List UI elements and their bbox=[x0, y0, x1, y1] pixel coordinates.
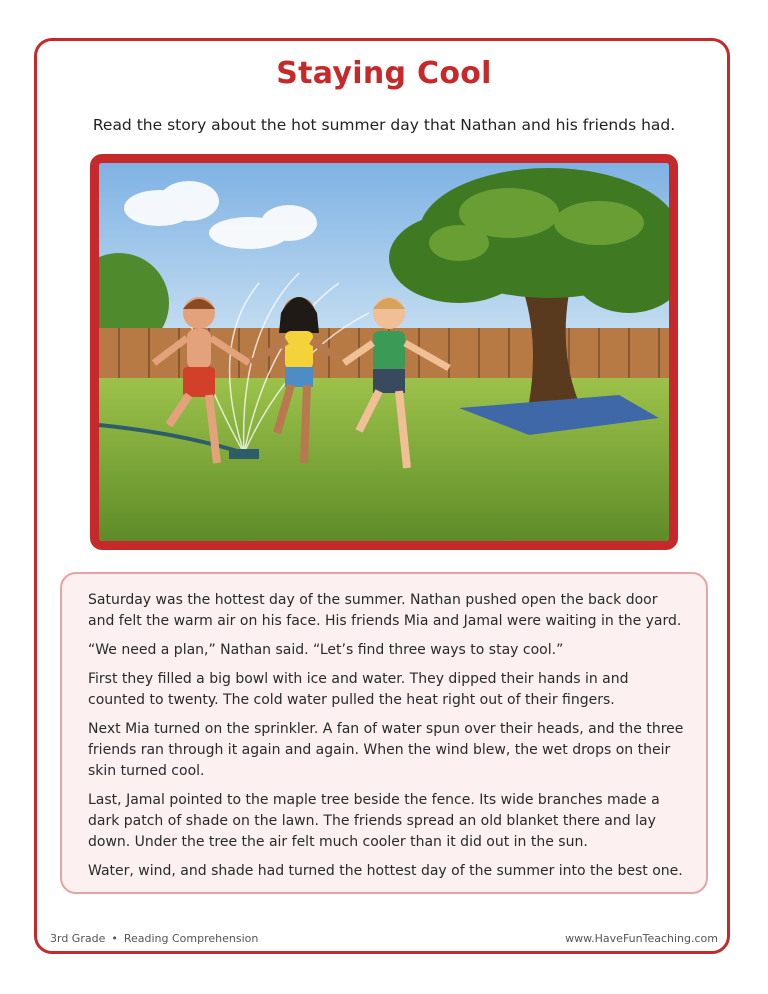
worksheet-instructions: Read the story about the hot summer day that Nathan and his friends had. bbox=[92, 116, 676, 134]
footer-subject: Reading Comprehension bbox=[123, 932, 259, 945]
story-paragraph: First they filled a big bowl with ice and water. They dipped their hands in and counted to twenty. The cold water pulled the heat right out of their fingers. bbox=[88, 671, 629, 708]
kids-playing-in-sprinkler-illustration bbox=[99, 163, 669, 541]
footer-grade-subject bbox=[50, 932, 258, 945]
story-text-box bbox=[60, 572, 708, 894]
story-paragraph: Last, Jamal pointed to the maple tree beside the fence. Its wide branches made a dark patch of shade on the lawn. The friends spread an old blanket there and lay down. Under the tree the air felt much cooler than it did out in the sun. bbox=[88, 792, 660, 850]
story-paragraph: Next Mia turned on the sprinkler. A fan of water spun over their heads, and the three friends ran through it again and again. When the wind blew, the wet drops on their skin turned cool. bbox=[88, 721, 684, 779]
story-paragraph: Saturday was the hottest day of the summer. Nathan pushed open the back door and felt the warm air on his face. His friends Mia and Jamal were waiting in the yard. bbox=[88, 592, 682, 629]
sprinkler bbox=[229, 449, 259, 459]
footer-separator: • bbox=[111, 932, 118, 945]
footer-grade: 3rd Grade bbox=[50, 932, 106, 945]
story-illustration bbox=[90, 154, 678, 550]
worksheet-title: Staying Cool bbox=[276, 56, 492, 91]
story-paragraph: “We need a plan,” Nathan said. “Let’s find three ways to stay cool.” bbox=[88, 642, 564, 658]
footer-website: www.HaveFunTeaching.com bbox=[565, 932, 718, 945]
story-paragraph: Water, wind, and shade had turned the hottest day of the summer into the best one. bbox=[88, 863, 683, 879]
